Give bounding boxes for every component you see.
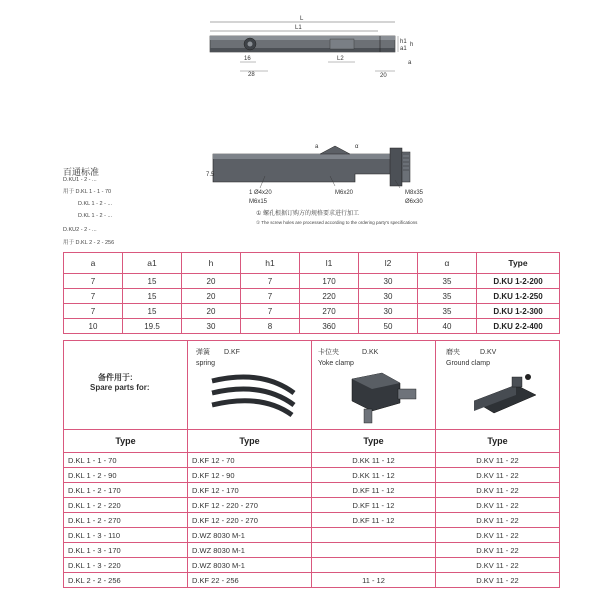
yoke-clamp-cell <box>312 341 436 430</box>
screw-note-en: ① The screw holes are processed according to the ordering party's specifications <box>256 220 418 225</box>
cell: 30 <box>359 274 418 289</box>
col-header: a1 <box>123 253 182 274</box>
col-header: Type <box>436 430 560 453</box>
table-header-row <box>64 430 560 453</box>
part-name-cn: 卡位夹 <box>318 349 339 356</box>
note-line: D.KU2 - 2 - ... <box>63 227 97 233</box>
col-header: Type <box>477 253 560 274</box>
cell: D.KV 11 - 22 <box>436 498 560 513</box>
cell: 50 <box>359 319 418 334</box>
yoke-clamp-image <box>342 369 422 427</box>
part-code: D.KV <box>480 349 497 356</box>
dim-h1: h1 <box>400 39 407 45</box>
cell: 7 <box>64 274 123 289</box>
cell: 7 <box>64 304 123 319</box>
cell: 270 <box>300 304 359 319</box>
dim-a: a <box>408 60 412 66</box>
spare-parts-label-cell <box>64 341 188 430</box>
table-row <box>64 304 560 319</box>
cell: D.KL 1 - 2 - 170 <box>64 483 188 498</box>
ground-clamp-image <box>466 367 546 425</box>
cell: D.KV 11 - 22 <box>436 543 560 558</box>
spring-image <box>202 371 302 419</box>
col-header: h1 <box>241 253 300 274</box>
cell: 10 <box>64 319 123 334</box>
cell: 30 <box>359 304 418 319</box>
cell: 7 <box>241 274 300 289</box>
col-header: l1 <box>300 253 359 274</box>
table-row <box>64 528 560 543</box>
cell: 8 <box>241 319 300 334</box>
cell-type: D.KU 1-2-200 <box>477 274 560 289</box>
cell: 40 <box>418 319 477 334</box>
part-name-en: spring <box>196 360 216 367</box>
cell: D.KV 11 - 22 <box>436 483 560 498</box>
label-d6x30: Ø6x30 <box>405 199 423 205</box>
part-code: D.KK <box>362 349 379 356</box>
table-row <box>64 543 560 558</box>
cell: D.KK 11 - 12 <box>312 468 436 483</box>
cell-type: D.KU 1-2-300 <box>477 304 560 319</box>
cell: D.KL 1 - 2 - 90 <box>64 468 188 483</box>
spare-parts-table <box>63 340 560 588</box>
dim-h: h <box>410 42 414 48</box>
part-name-en: Ground clamp <box>446 360 490 367</box>
table-row <box>64 483 560 498</box>
col-header: Type <box>312 430 436 453</box>
cell-type: D.KU 1-2-250 <box>477 289 560 304</box>
table-row <box>64 319 560 334</box>
cell: 30 <box>359 289 418 304</box>
cell <box>312 528 436 543</box>
spare-label-en: Spare parts for: <box>90 383 150 392</box>
cell: 20 <box>182 274 241 289</box>
top-view-drawing <box>200 14 425 84</box>
label-m6x15: M6x15 <box>249 199 268 205</box>
cell: D.KF 12 - 220 - 270 <box>188 513 312 528</box>
cell: D.KF 11 - 12 <box>312 483 436 498</box>
col-header: Type <box>64 430 188 453</box>
cell: 35 <box>418 304 477 319</box>
label-d4x20: 1 Ø4x20 <box>249 190 272 196</box>
part-name-en: Yoke clamp <box>318 360 354 367</box>
dim-L2: L2 <box>337 56 344 62</box>
cell: 20 <box>182 304 241 319</box>
standard-title: 百通标准 <box>63 167 100 177</box>
cell: 35 <box>418 289 477 304</box>
part-name-cn: 弹簧 <box>196 349 210 356</box>
cell: 15 <box>123 274 182 289</box>
cell: D.KF 11 - 12 <box>312 498 436 513</box>
cell: D.WZ 8030 M-1 <box>188 543 312 558</box>
note-line: 用于 D.KL 2 - 2 - 256 <box>63 240 115 246</box>
cell: 15 <box>123 289 182 304</box>
table-row <box>64 558 560 573</box>
label-a: a <box>315 144 319 150</box>
note-line: D.KL 1 - 2 - ... <box>78 213 113 219</box>
table-row <box>64 289 560 304</box>
cell: D.KL 1 - 3 - 220 <box>64 558 188 573</box>
cell: D.KV 11 - 22 <box>436 513 560 528</box>
cell: D.KV 11 - 22 <box>436 573 560 588</box>
note-line: 用于 D.KL 1 - 1 - 70 <box>63 189 112 195</box>
cell: D.KL 1 - 3 - 110 <box>64 528 188 543</box>
cell: D.KF 11 - 12 <box>312 513 436 528</box>
cell: 360 <box>300 319 359 334</box>
col-header: l2 <box>359 253 418 274</box>
cell: 30 <box>182 319 241 334</box>
col-header: a <box>64 253 123 274</box>
cell: D.KF 12 - 220 - 270 <box>188 498 312 513</box>
cell: D.KV 11 - 22 <box>436 558 560 573</box>
dim-L1: L1 <box>295 25 302 31</box>
cell: 19.5 <box>123 319 182 334</box>
cell: D.KV 11 - 22 <box>436 453 560 468</box>
label-m6x20: M6x20 <box>335 190 354 196</box>
cell: D.KL 2 - 2 - 256 <box>64 573 188 588</box>
cell: D.KK 11 - 12 <box>312 453 436 468</box>
col-header: α <box>418 253 477 274</box>
note-line: D.KL 1 - 2 - ... <box>78 201 113 207</box>
label-alpha: α <box>355 144 359 150</box>
cell: 35 <box>418 274 477 289</box>
cell: 7 <box>241 304 300 319</box>
spare-label-cn: 备件用于: <box>98 373 133 382</box>
ground-clamp-cell <box>436 341 560 430</box>
cell-type: D.KU 2-2-400 <box>477 319 560 334</box>
cell: D.KL 1 - 3 - 170 <box>64 543 188 558</box>
table-row <box>64 468 560 483</box>
table-row <box>64 274 560 289</box>
col-header: h <box>182 253 241 274</box>
dim-28: 28 <box>248 72 255 78</box>
cell: 7 <box>64 289 123 304</box>
cell <box>312 558 436 573</box>
col-header: Type <box>188 430 312 453</box>
dim-a1: a1 <box>400 46 407 52</box>
part-name-cn: 磨夹 <box>446 349 460 356</box>
screw-note-cn: ① 螺孔根据订购方的规格要求进行加工 <box>256 211 360 217</box>
cell: D.KV 11 - 22 <box>436 528 560 543</box>
cell: D.KL 1 - 2 - 270 <box>64 513 188 528</box>
cell: D.WZ 8030 M-1 <box>188 558 312 573</box>
cell: D.KF 12 - 90 <box>188 468 312 483</box>
parts-image-row <box>64 341 560 430</box>
spring-cell <box>188 341 312 430</box>
cell: D.KL 1 - 2 - 220 <box>64 498 188 513</box>
cell: 15 <box>123 304 182 319</box>
note-line: D.KU1 - 2 - ... <box>63 177 97 183</box>
dim-20: 20 <box>380 73 387 79</box>
table-row <box>64 453 560 468</box>
cell <box>312 543 436 558</box>
part-code: D.KF <box>224 349 240 356</box>
dimensions-table <box>63 252 560 334</box>
dim-16: 16 <box>244 56 251 62</box>
label-7-5: 7.5 <box>206 172 215 178</box>
table-row <box>64 513 560 528</box>
cell: D.KF 22 - 256 <box>188 573 312 588</box>
table-header-row <box>64 253 560 274</box>
dim-L: L <box>300 16 304 22</box>
cell: D.KF 12 - 70 <box>188 453 312 468</box>
label-m8x35: M8x35 <box>405 190 424 196</box>
cell: D.KF 12 - 170 <box>188 483 312 498</box>
cell: D.WZ 8030 M-1 <box>188 528 312 543</box>
table-row <box>64 573 560 588</box>
cell: 220 <box>300 289 359 304</box>
cell: 7 <box>241 289 300 304</box>
cell: D.KV 11 - 22 <box>436 468 560 483</box>
cell: 20 <box>182 289 241 304</box>
cell: 170 <box>300 274 359 289</box>
cell: D.KL 1 - 1 - 70 <box>64 453 188 468</box>
table-row <box>64 498 560 513</box>
cell: 11 - 12 <box>312 573 436 588</box>
